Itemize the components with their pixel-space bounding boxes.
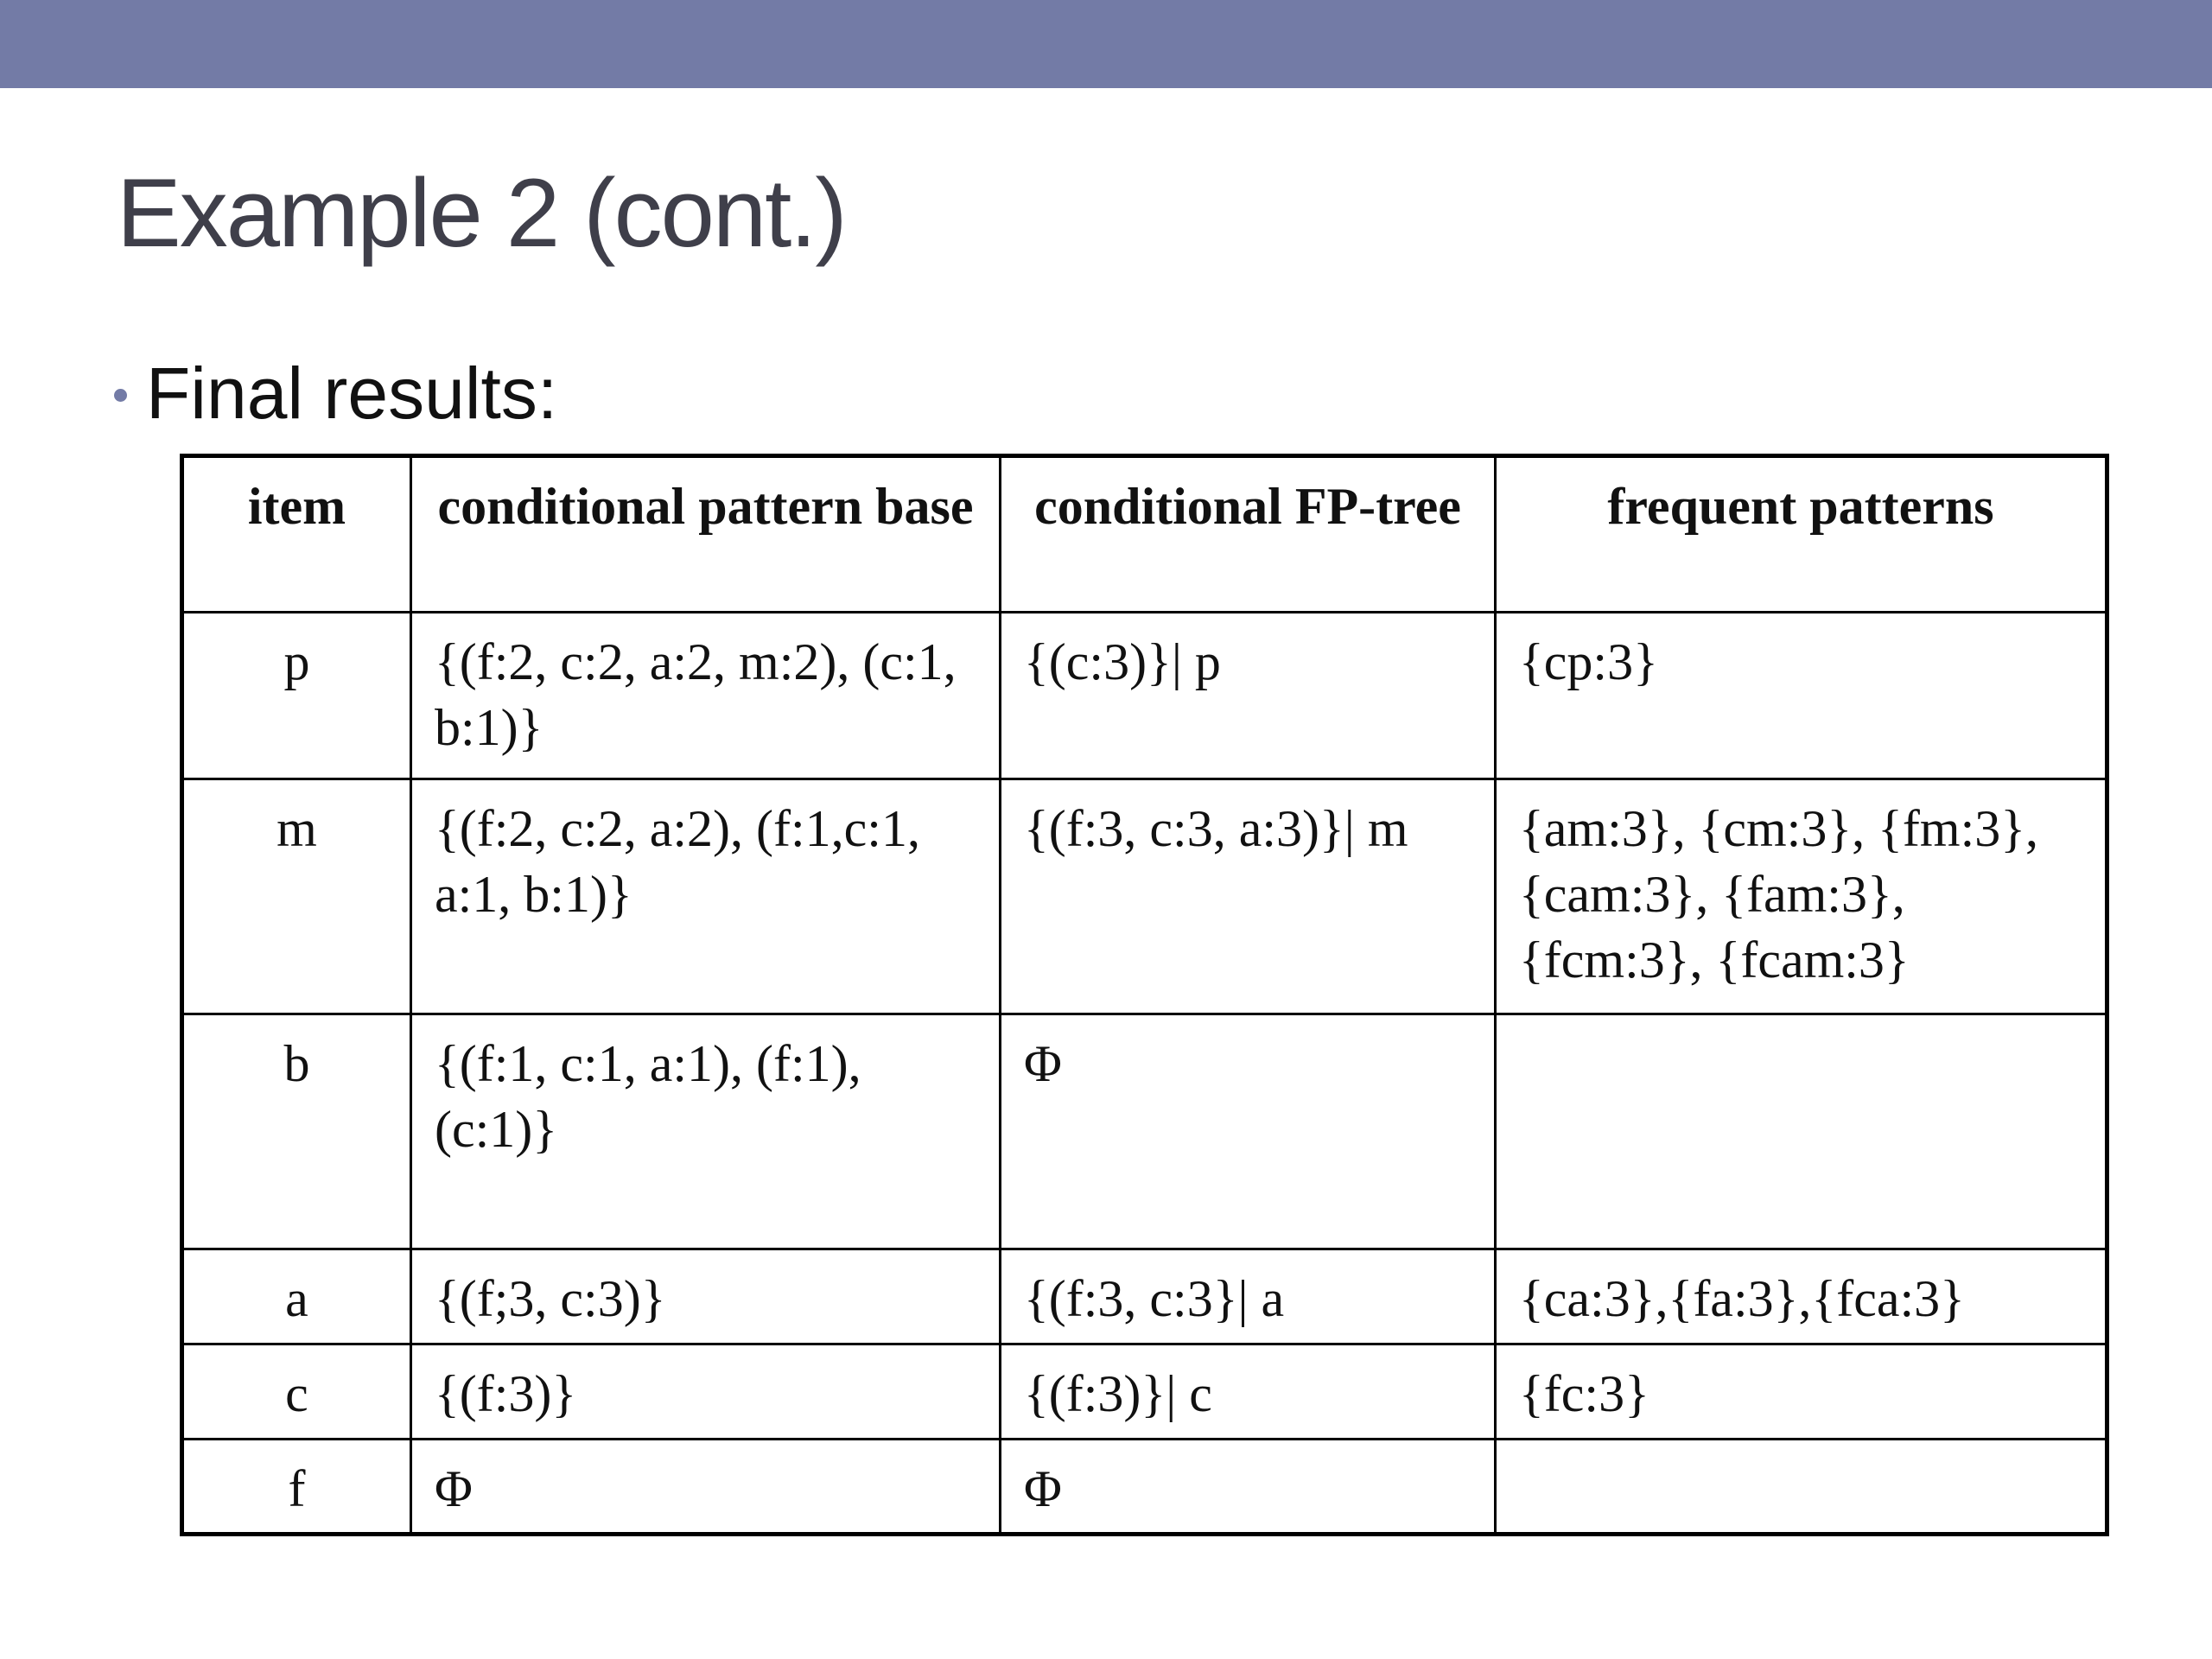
bullet-item — [114, 346, 557, 441]
fp-tree-cell: Φ — [1001, 1014, 1496, 1249]
bullet-text: Final results: — [146, 352, 558, 434]
item-cell: p — [182, 613, 411, 779]
header-item: item — [182, 456, 411, 613]
results-table — [180, 454, 2109, 1536]
header-frequent-patterns: frequent patterns — [1496, 456, 2107, 613]
fp-tree-cell: {(c:3)}| p — [1001, 613, 1496, 779]
table-row — [182, 1440, 2107, 1535]
bullet-dot-icon — [114, 389, 127, 402]
item-cell: a — [182, 1249, 411, 1344]
fp-tree-cell: {(f:3, c:3}| a — [1001, 1249, 1496, 1344]
table-row — [182, 1014, 2107, 1249]
item-cell: b — [182, 1014, 411, 1249]
table-row — [182, 613, 2107, 779]
table-row — [182, 779, 2107, 1014]
slide-title: Example 2 (cont.) — [117, 159, 846, 267]
pattern-base-cell: {(f:2, c:2, a:2), (f:1,c:1, a:1, b:1)} — [411, 779, 1001, 1014]
frequent-patterns-cell: {ca:3},{fa:3},{fca:3} — [1496, 1249, 2107, 1344]
frequent-patterns-cell: {am:3}, {cm:3}, {fm:3}, {cam:3}, {fam:3}, {fcm:3}, {fcam:3} — [1496, 779, 2107, 1014]
pattern-base-cell: Φ — [411, 1440, 1001, 1535]
item-cell: c — [182, 1344, 411, 1440]
item-cell: m — [182, 779, 411, 1014]
item-cell: f — [182, 1440, 411, 1535]
frequent-patterns-cell: {cp:3} — [1496, 613, 2107, 779]
fp-tree-cell: {(f:3)}| c — [1001, 1344, 1496, 1440]
header-bar — [0, 0, 2212, 88]
table-row — [182, 1344, 2107, 1440]
header-conditional-fp-tree: conditional FP-tree — [1001, 456, 1496, 613]
table-row — [182, 1249, 2107, 1344]
table-header-row — [182, 456, 2107, 613]
pattern-base-cell: {(f:3)} — [411, 1344, 1001, 1440]
frequent-patterns-cell — [1496, 1440, 2107, 1535]
frequent-patterns-cell — [1496, 1014, 2107, 1249]
fp-tree-cell: Φ — [1001, 1440, 1496, 1535]
pattern-base-cell: {(f:1, c:1, a:1), (f:1), (c:1)} — [411, 1014, 1001, 1249]
pattern-base-cell: {(f;3, c:3)} — [411, 1249, 1001, 1344]
header-conditional-pattern-base: conditional pattern base — [411, 456, 1001, 613]
frequent-patterns-cell: {fc:3} — [1496, 1344, 2107, 1440]
pattern-base-cell: {(f:2, c:2, a:2, m:2), (c:1, b:1)} — [411, 613, 1001, 779]
fp-tree-cell: {(f:3, c:3, a:3)}| m — [1001, 779, 1496, 1014]
